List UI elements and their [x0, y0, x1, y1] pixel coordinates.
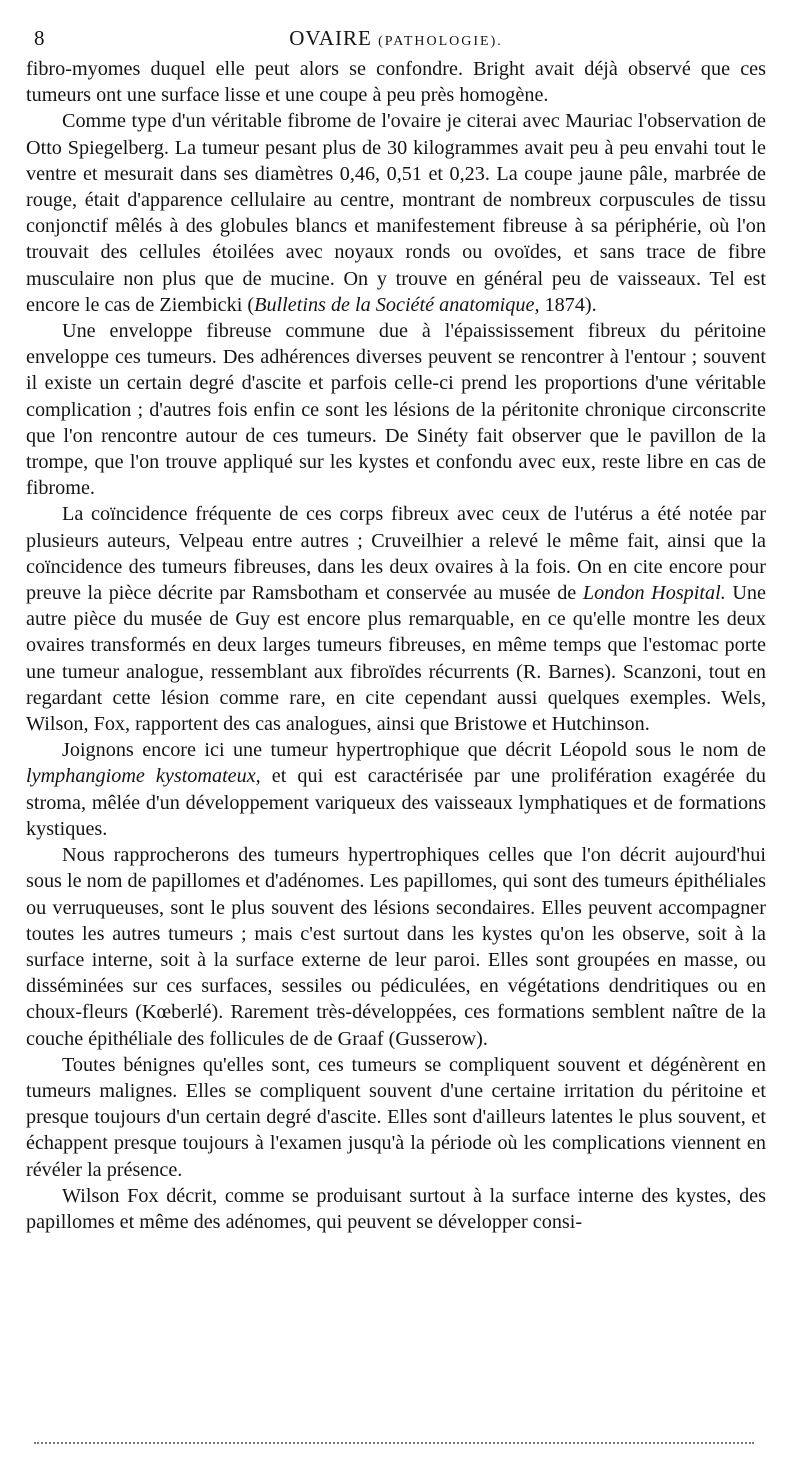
paragraph-7: [26, 1052, 766, 1183]
paragraph-5: [26, 737, 766, 842]
paragraph-8: [26, 1183, 766, 1235]
paragraph-4-text: La coïncidence fréquente de ces corps fibreux avec ceux de l'utérus a été notée par plusieurs auteurs, Velpeau entre autres ; Cruveilhier a relevé le même fait, ainsi que la coïncidence des tumeurs fibreuses, dans les deux ovaires à la fois. On en cite encore pour preuve la pièce décrite par Ramsbotham et conservée au musée de: [26, 503, 766, 605]
paragraph-2-text: Comme type d'un véritable fibrome de l'ovaire je citerai avec Mauriac l'observation de Otto Spiegelberg. La tumeur pesant plus de 30 kilogrammes avait peu à peu envahi tout le ventre et mesurait dans ses diamètres 0,46, 0,51 et 0,23. La coupe jaune pâle, marbrée de rouge, était d'apparence cellulaire au centre, montrant de nombreux corpuscules de tissu conjonctif mêlés à des globules blancs et manifestement fibreuse à sa périphérie, où l'on trouvait des cellules étoilées avec noyaux ronds ou ovoïdes, et sans trace de fibre musculaire non plus que de mucine. On y trouve en général peu de vaisseaux. Tel est encore le cas de Ziembicki (: [26, 110, 766, 316]
paragraph-6-text: Nous rapprocherons des tumeurs hypertrophiques celles que l'on décrit aujourd'hui sous le nom de papillomes et d'adénomes. Les papillomes, qui sont des tumeurs épithéliales ou verruqueuses, sont le plus souvent des lésions secondaires. Elles peuvent accompagner toutes les autres tumeurs ; mais c'est surtout dans les kystes qu'on les observe, soit à la surface interne, soit à la surface externe de leur paroi. Elles sont groupées en masse, ou disséminées sur ces surfaces, sessiles ou pédiculées, en végétations dendritiques ou en choux-fleurs (Kœberlé). Rarement très-développées, ces formations semblent naître de la couche épithéliale des follicules de de Graaf (Gusserow).: [26, 844, 766, 1050]
term-lymphangiome: lymphangiome kystomateux,: [26, 765, 261, 788]
paragraph-1-text: fibro-myomes duquel elle peut alors se confondre. Bright avait déjà observé que ces tumeurs ont une surface lisse et une coupe à peu près homogène.: [26, 58, 766, 107]
paragraph-7-text: Toutes bénignes qu'elles sont, ces tumeurs se compliquent souvent et dégénèrent en tumeurs malignes. Elles se compliquent souvent d'une certaine irritation du péritoine et presque toujours d'un certain degré d'ascite. Elles sont d'ailleurs latentes le plus souvent, et échappent presque toujours à l'examen jusqu'à la période où les complications viennent en révéler la présence.: [26, 1053, 766, 1181]
document-page: [26, 22, 766, 1235]
citation-bulletins: Bulletins de la Société anatomique,: [254, 293, 540, 316]
running-title: [26, 26, 766, 51]
paragraph-3: [26, 318, 766, 501]
paragraph-4: [26, 501, 766, 737]
paragraph-4-text-end: Une autre pièce du musée de Guy est encore plus remarquable, en ce qu'elle montre les deux ovaires transformés en deux larges tumeurs fibreuses, en même temps que l'estomac porte une tumeur analogue, ressemblant aux fibroïdes récurrents (R. Barnes). Scanzoni, tout en regardant cette lésion comme rare, en cite cependant aussi quelques exemples. Wels, Wilson, Fox, rapportent des cas analogues, ainsi que Bristowe et Hutchinson.: [26, 582, 766, 736]
page-number: 8: [34, 26, 46, 50]
paragraph-6: [26, 842, 766, 1052]
page-header: [26, 22, 766, 56]
paragraph-5-text-end: et qui est caractérisée par une prolifération exagérée du stroma, mêlée d'un développement variqueux des vaisseaux lymphatiques et de formations kystiques.: [26, 765, 766, 840]
running-title-main: OVAIRE: [289, 26, 372, 50]
running-title-sub: (PATHOLOGIE).: [378, 34, 503, 49]
paragraph-8-text: Wilson Fox décrit, comme se produisant surtout à la surface interne des kystes, des papillomes et même des adénomes, qui peuvent se développer consi-: [26, 1184, 766, 1233]
footer-dotted-rule: [34, 1442, 754, 1444]
paragraph-5-text: Joignons encore ici une tumeur hypertrophique que décrit Léopold sous le nom de: [62, 739, 766, 762]
paragraph-2-text-end: 1874).: [539, 293, 597, 316]
body-text: [26, 56, 766, 1235]
paragraph-3-text: Une enveloppe fibreuse commune due à l'épaississement fibreux du péritoine enveloppe ces tumeurs. Des adhérences diverses peuvent se rencontrer à l'entour ; souvent il existe un certain degré d'ascite et parfois celle-ci prend les proportions d'une véritable complication ; d'autres fois enfin ce sont les lésions de la péritonite chronique circonscrite que l'on rencontre autour de ces tumeurs. De Sinéty fait observer que le pavillon de la trompe, que l'on trouve appliqué sur les kystes et confondu avec eux, reste libre en cas de fibrome.: [26, 320, 766, 500]
paragraph-2: [26, 108, 766, 318]
citation-london-hospital: London Hospital.: [582, 582, 726, 605]
paragraph-1: [26, 56, 766, 108]
